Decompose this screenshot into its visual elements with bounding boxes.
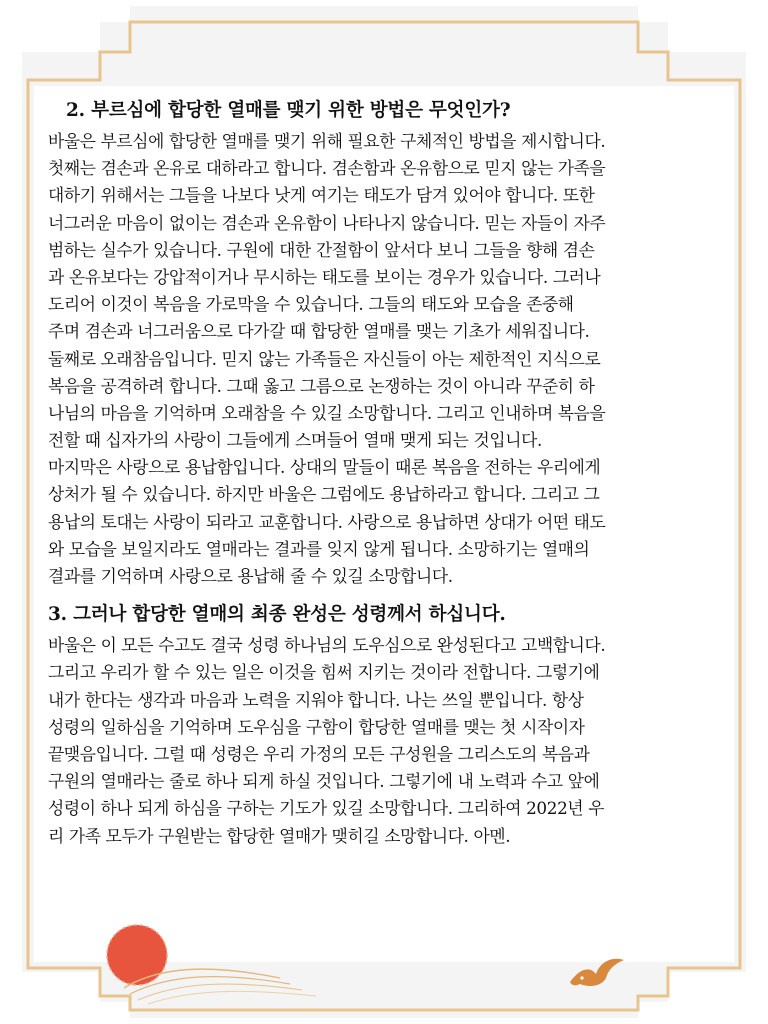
paragraph-line: 대하기 위해서는 그들을 나보다 낫게 여기는 태도가 담겨 있어야 합니다. 또한: [48, 185, 595, 206]
paragraph-line: 구원의 열매라는 줄로 하나 되게 하실 것입니다. 그렇기에 내 노력과 수고 앞에: [48, 771, 600, 792]
section-3-heading: 3. 그러나 합당한 열매의 최종 완성은 성령께서 하십니다.: [48, 604, 506, 626]
paragraph-line: 바울은 부르심에 합당한 열매를 맺기 위해 필요한 구체적인 방법을 제시합니다.: [48, 131, 606, 151]
paragraph-line: 범하는 실수가 있습니다. 구원에 대한 간절함이 앞서다 보니 그들을 향해 겸손: [48, 239, 595, 260]
section-2-body: [48, 128, 728, 590]
paragraph-line: 결과를 기억하며 사랑으로 용납해 줄 수 있길 소망합니다.: [48, 566, 453, 586]
paragraph-line: 첫째는 겸손과 온유로 대하라고 합니다. 겸손함과 온유함으로 믿지 않는 가족을: [48, 158, 606, 179]
paragraph-line: 그리고 우리가 할 수 있는 일은 이것을 힘써 지키는 것이라 전합니다. 그렇기에: [48, 662, 600, 683]
paragraph-line: 바울은 이 모든 수고도 결국 성령 하나님의 도우심으로 완성된다고 고백합니다.: [48, 635, 606, 656]
golden-wave-lines: [120, 948, 320, 1008]
paragraph-line: 성령이 하나 되게 하심을 구하는 기도가 있길 소망합니다. 그리하여 2022년 우: [48, 798, 605, 819]
flying-bird-icon: [566, 952, 628, 992]
paragraph-line: 와 모습을 보일지라도 열매라는 결과를 잊지 않게 됩니다. 소망하기는 열매의: [48, 538, 590, 559]
section-3-body: [48, 632, 728, 850]
paragraph-line: 나님의 마음을 기억하며 오래참을 수 있길 소망합니다. 그리고 인내하며 복음을: [48, 402, 606, 423]
paragraph-line: 마지막은 사랑으로 용납함입니다. 상대의 말들이 때론 복음을 전하는 우리에게: [48, 457, 601, 478]
paragraph-line: 도리어 이것이 복음을 가로막을 수 있습니다. 그들의 태도와 모습을 존중해: [48, 294, 574, 315]
paragraph-line: 과 온유보다는 강압적이거나 무시하는 태도를 보이는 경우가 있습니다. 그러나: [48, 266, 601, 287]
devotional-text: [48, 96, 728, 850]
section-2-heading: 2. 부르심에 합당한 열매를 맺기 위한 방법은 무엇인가?: [66, 100, 511, 121]
paragraph-line: 전할 때 십자가의 사랑이 그들에게 스며들어 열매 맺게 되는 것입니다.: [48, 430, 542, 451]
paragraph-line: 성령의 일하심을 기억하며 도우심을 구함이 합당한 열매를 맺는 첫 시작이자: [48, 716, 585, 737]
paragraph-line: 내가 한다는 생각과 마음과 노력을 지워야 합니다. 나는 쓰일 뿐입니다. 항상: [48, 689, 584, 710]
paragraph-line: 너그러운 마음이 없이는 겸손과 온유함이 나타나지 않습니다. 믿는 자들이 자주: [48, 212, 606, 233]
paragraph-line: 끝맺음입니다. 그럴 때 성령은 우리 가정의 모든 구성원을 그리스도의 복음과: [48, 743, 590, 764]
paragraph-line: 둘째로 오래참음입니다. 믿지 않는 가족들은 자신들이 아는 제한적인 지식으로: [48, 348, 601, 369]
paragraph-line: 리 가족 모두가 구원받는 합당한 열매가 맺히길 소망합니다. 아멘.: [48, 825, 511, 846]
paragraph-line: 용납의 토대는 사랑이 되라고 교훈합니다. 사랑으로 용납하면 상대가 어떤 태도: [48, 511, 606, 532]
paragraph-line: 주며 겸손과 너그러움으로 다가갈 때 합당한 열매를 맺는 기초가 세워집니다.: [48, 321, 590, 342]
paragraph-line: 복음을 공격하려 합니다. 그때 옳고 그름으로 논쟁하는 것이 아니라 꾸준히 하: [48, 375, 595, 396]
paragraph-line: 상처가 될 수 있습니다. 하지만 바울은 그럼에도 용납하라고 합니다. 그리고 그: [48, 484, 600, 505]
